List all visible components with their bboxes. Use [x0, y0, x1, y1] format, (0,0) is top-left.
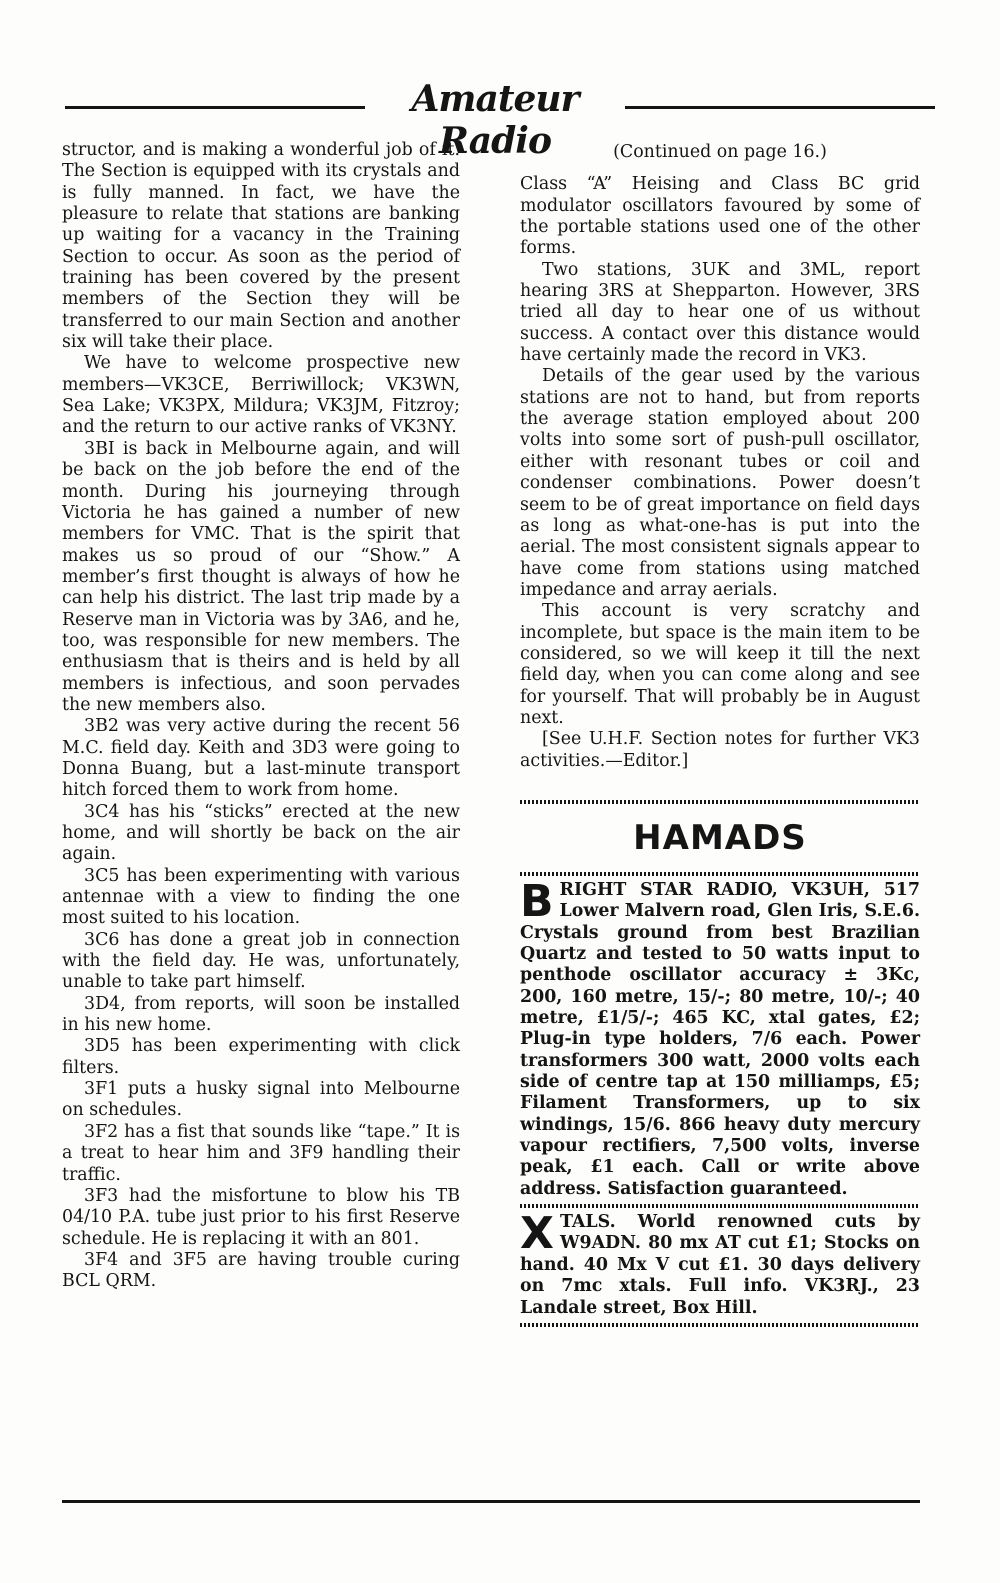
dotted-rule: [520, 1323, 920, 1327]
paragraph: Details of the gear used by the various stations are not to hand, but from reports the average station employed about 200 volts into some sort of push-pull oscillator, either with resonant tubes or coil and condenser combinations. Power doesn’t seem to be of great importance on field days as long as what-one-has is put into the aerial. The most consistent signals appear to have come from stations using matched impedance and array aerials.: [520, 366, 920, 600]
continued-note: (Continued on page 16.): [613, 142, 827, 162]
dotted-rule: [520, 800, 920, 804]
paragraph: 3F1 puts a husky signal into Melbourne on schedules.: [62, 1079, 460, 1121]
drop-cap: X: [520, 1208, 554, 1260]
paragraph: We have to welcome prospective new members—VK3CE, Berriwillock; VK3WN, Sea Lake; VK3PX, Mildura; VK3JM, Fitzroy; and the return to our active ranks of VK3NY.: [62, 353, 460, 438]
paragraph: 3F4 and 3F5 are having trouble curing BCL QRM.: [62, 1249, 460, 1292]
paragraph: 3C5 has been experimenting with various antennae with a view to finding the one most suited to his location.: [62, 865, 460, 929]
masthead-rule-right: [625, 106, 935, 109]
paragraph: structor, and is making a wonderful job of it. The Section is equipped with its crystals and is fully manned. In fact, we have the pleasure to relate that stations are banking up waiting for a vacancy in the Training Section to occur. As soon as the period of training has been covered by the present members of the Section they will be transferred to our main Section and another six will take their place.: [62, 140, 460, 353]
bottom-rule: [62, 1500, 920, 1503]
paragraph: Two stations, 3UK and 3ML, report hearing 3RS at Shepparton. However, 3RS tried all day to hear one of us without success. A contact over this distance would have certainly made the record in VK3.: [520, 259, 920, 366]
paragraph: 3BI is back in Melbourne again, and will be back on the job before the end of the month. During his journeying through Victoria he has gained a number of new members for VMC. That is the spirit that makes us so proud of our “Show.” A member’s first thought is always of how he can help his district. The last trip made by a Reserve man in Victoria was by 3A6, and he, too, was responsible for new members. The enthusiasm that is theirs and is held by all members is infectious, and soon pervades the new members also.: [62, 438, 460, 715]
paragraph: 3F2 has a fist that sounds like “tape.” It is a treat to hear him and 3F9 handling their traffic.: [62, 1121, 460, 1185]
paragraph: 3D4, from reports, will soon be installed in his new home.: [62, 993, 460, 1036]
paragraph: [See U.H.F. Section notes for further VK3 activities.—Editor.]: [520, 729, 920, 771]
paragraph: 3F3 had the misfortune to blow his TB 04/10 P.A. tube just prior to his first Reserve schedule. He is replacing it with an 801.: [62, 1185, 460, 1249]
paragraph: 3C4 has his “sticks” erected at the new home, and will shortly be back on the air again.: [62, 801, 460, 865]
paragraph: 3B2 was very active during the recent 56 M.C. field day. Keith and 3D3 were going to Donna Buang, but a last-minute transport hitch forced them to work from home.: [62, 716, 460, 801]
drop-cap: B: [520, 875, 554, 927]
dotted-rule: [520, 872, 920, 876]
paragraph: 3C6 has done a great job in connection with the field day. He was, unfortunately, unable to take part himself.: [62, 929, 460, 993]
classified-ad: [520, 875, 920, 1200]
left-column: [62, 140, 460, 1293]
right-column: [520, 140, 920, 1327]
masthead-title: Amateur Radio: [411, 78, 579, 162]
dotted-rule: [520, 1204, 920, 1208]
ad-text: TALS. World renowned cuts by W9ADN. 80 mx AT cut £1; Stocks on hand. 40 Mx V cut £1. 30 days delivery on 7mc xtals. Full info. VK3RJ., 23 Landale street, Box Hill.: [520, 1212, 920, 1318]
paragraph: 3D5 has been experimenting with click filters.: [62, 1036, 460, 1078]
hamads-heading: HAMADS: [633, 817, 807, 858]
paragraph: Class “A” Heising and Class BC grid modulator oscillators favoured by some of the portable stations used one of the other forms.: [520, 174, 920, 259]
masthead-rule-left: [65, 106, 365, 109]
ad-text: RIGHT STAR RADIO, VK3UH, 517 Lower Malvern road, Glen Iris, S.E.6. Crystals ground from best Brazilian Quartz and tested to 50 watts input to penthode oscillator accuracy ± 3Kc, 200, 160 metre, 15/-; 80 metre, 10/-; 40 metre, £1/5/-; 465 KC, xtal gates, £2; Plug-in type holders, 7/6 each. Power transformers 300 watt, 2000 volts each side of centre tap at 150 milliamps, £5; Filament Transformers, up to six windings, 15/6. 866 heavy duty mercury vapour rectifiers, 7,500 volts, inverse peak, £1 each. Call or write above address. Satisfaction guaranteed.: [520, 879, 920, 1199]
classified-ad: [520, 1208, 920, 1319]
paragraph: This account is very scratchy and incomplete, but space is the main item to be considered, so we will keep it till the next field day, when you can come along and see for yourself. That will probably be in August next.: [520, 601, 920, 728]
